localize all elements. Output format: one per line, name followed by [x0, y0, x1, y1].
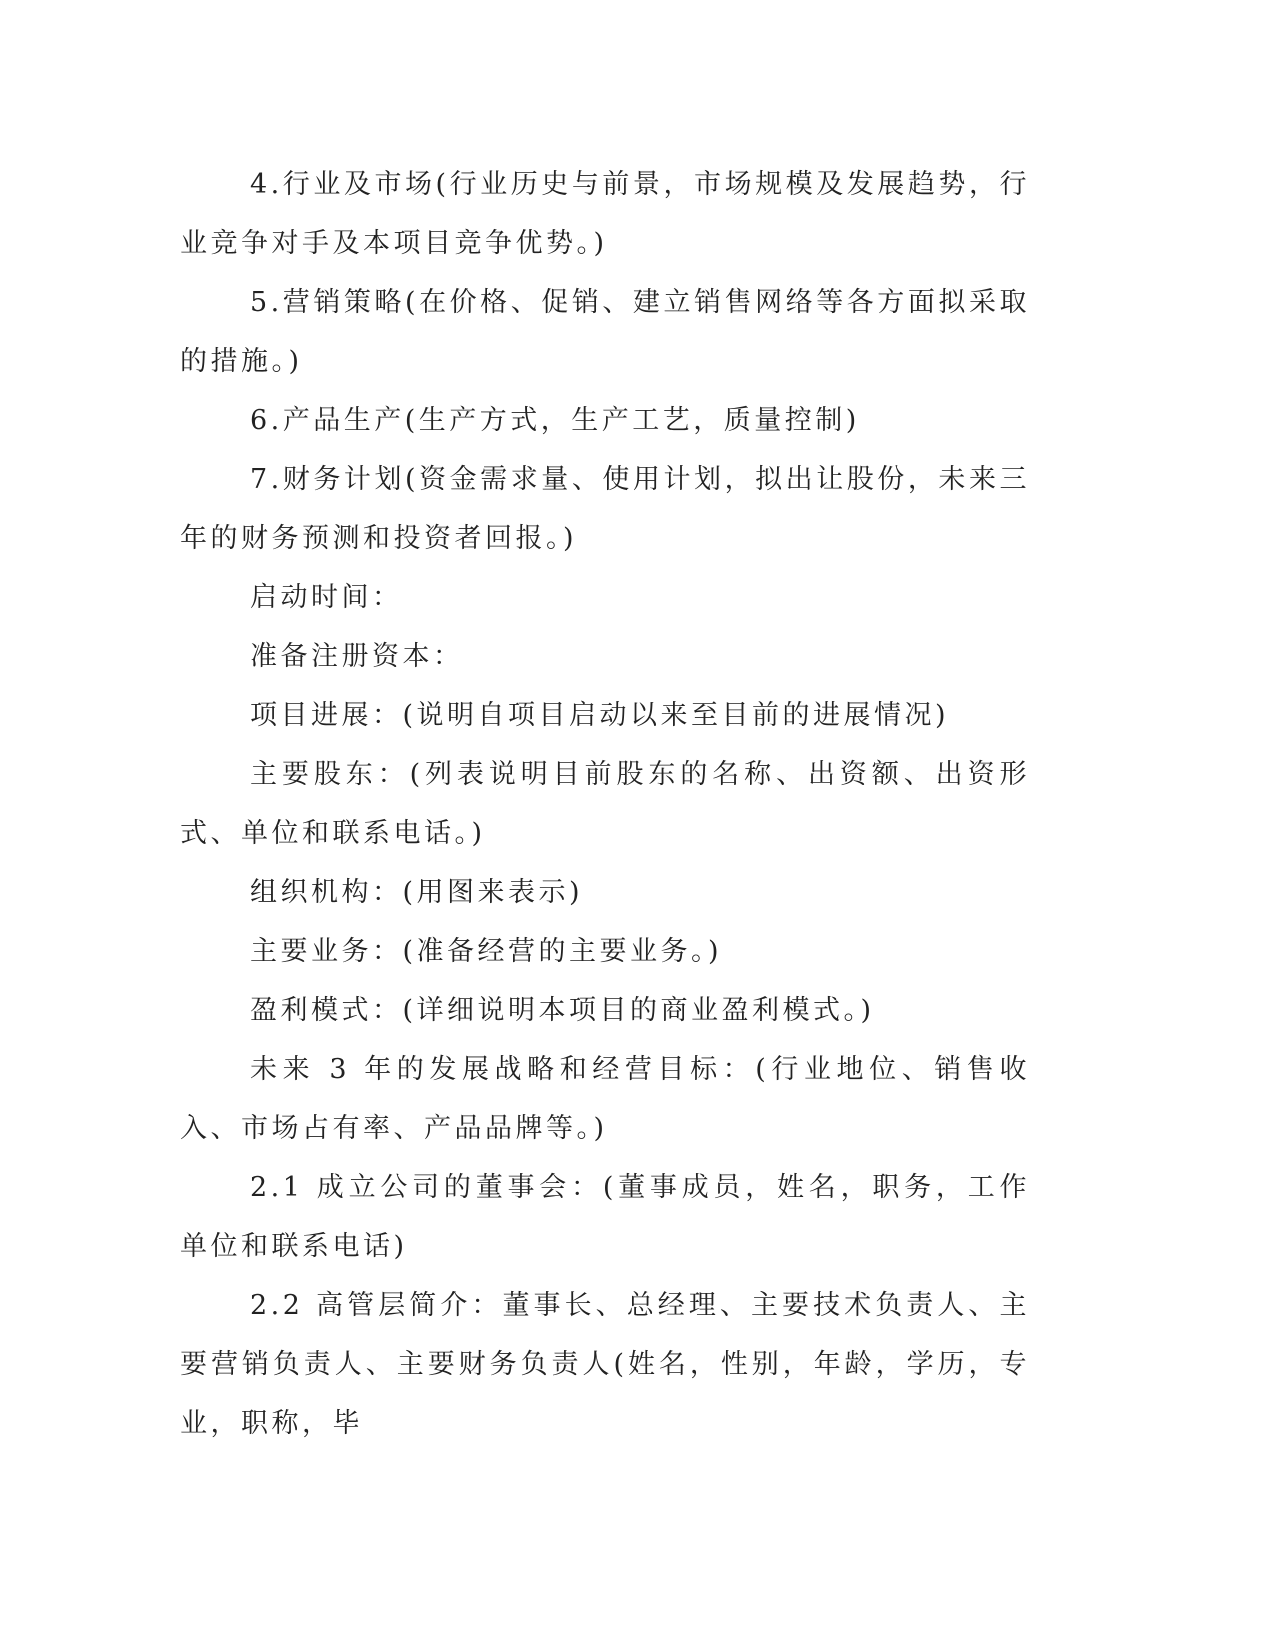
paragraph-project-progress: 项目进展：(说明自项目启动以来至目前的进展情况): [250, 700, 950, 731]
paragraph-financial-plan: 7.财务计划(资金需求量、使用计划，拟出让股份，未来三年的财务预测和投资者回报。): [180, 464, 1030, 554]
paragraph-product-production: 6.产品生产(生产方式，生产工艺，质量控制): [250, 405, 860, 436]
paragraph-organization: 组织机构：(用图来表示): [250, 877, 584, 908]
paragraph-registered-capital: 准备注册资本：: [250, 641, 464, 672]
paragraph-industry-market: 4.行业及市场(行业历史与前景，市场规模及发展趋势，行业竞争对手及本项目竞争优势。): [180, 169, 1030, 259]
paragraph-main-shareholders: 主要股东：(列表说明目前股东的名称、出资额、出资形式、单位和联系电话。): [180, 759, 1030, 849]
paragraph-management-profile: 2.2 高管层简介：董事长、总经理、主要技术负责人、主要营销负责人、主要财务负责人(姓名，性别，年龄，学历，专业，职称，毕: [180, 1290, 1030, 1439]
paragraph-development-strategy: 未来 3 年的发展战略和经营目标：(行业地位、销售收入、市场占有率、产品品牌等。): [180, 1054, 1030, 1144]
paragraph-profit-model: 盈利模式：(详细说明本项目的商业盈利模式。): [250, 995, 875, 1026]
paragraph-marketing-strategy: 5.营销策略(在价格、促销、建立销售网络等各方面拟采取的措施。): [180, 287, 1030, 377]
paragraph-board-of-directors: 2.1 成立公司的董事会：(董事成员，姓名，职务，工作单位和联系电话): [180, 1172, 1030, 1262]
paragraph-main-business: 主要业务：(准备经营的主要业务。): [250, 936, 723, 967]
paragraph-start-time: 启动时间：: [250, 582, 403, 613]
document-body: [180, 155, 1030, 1453]
